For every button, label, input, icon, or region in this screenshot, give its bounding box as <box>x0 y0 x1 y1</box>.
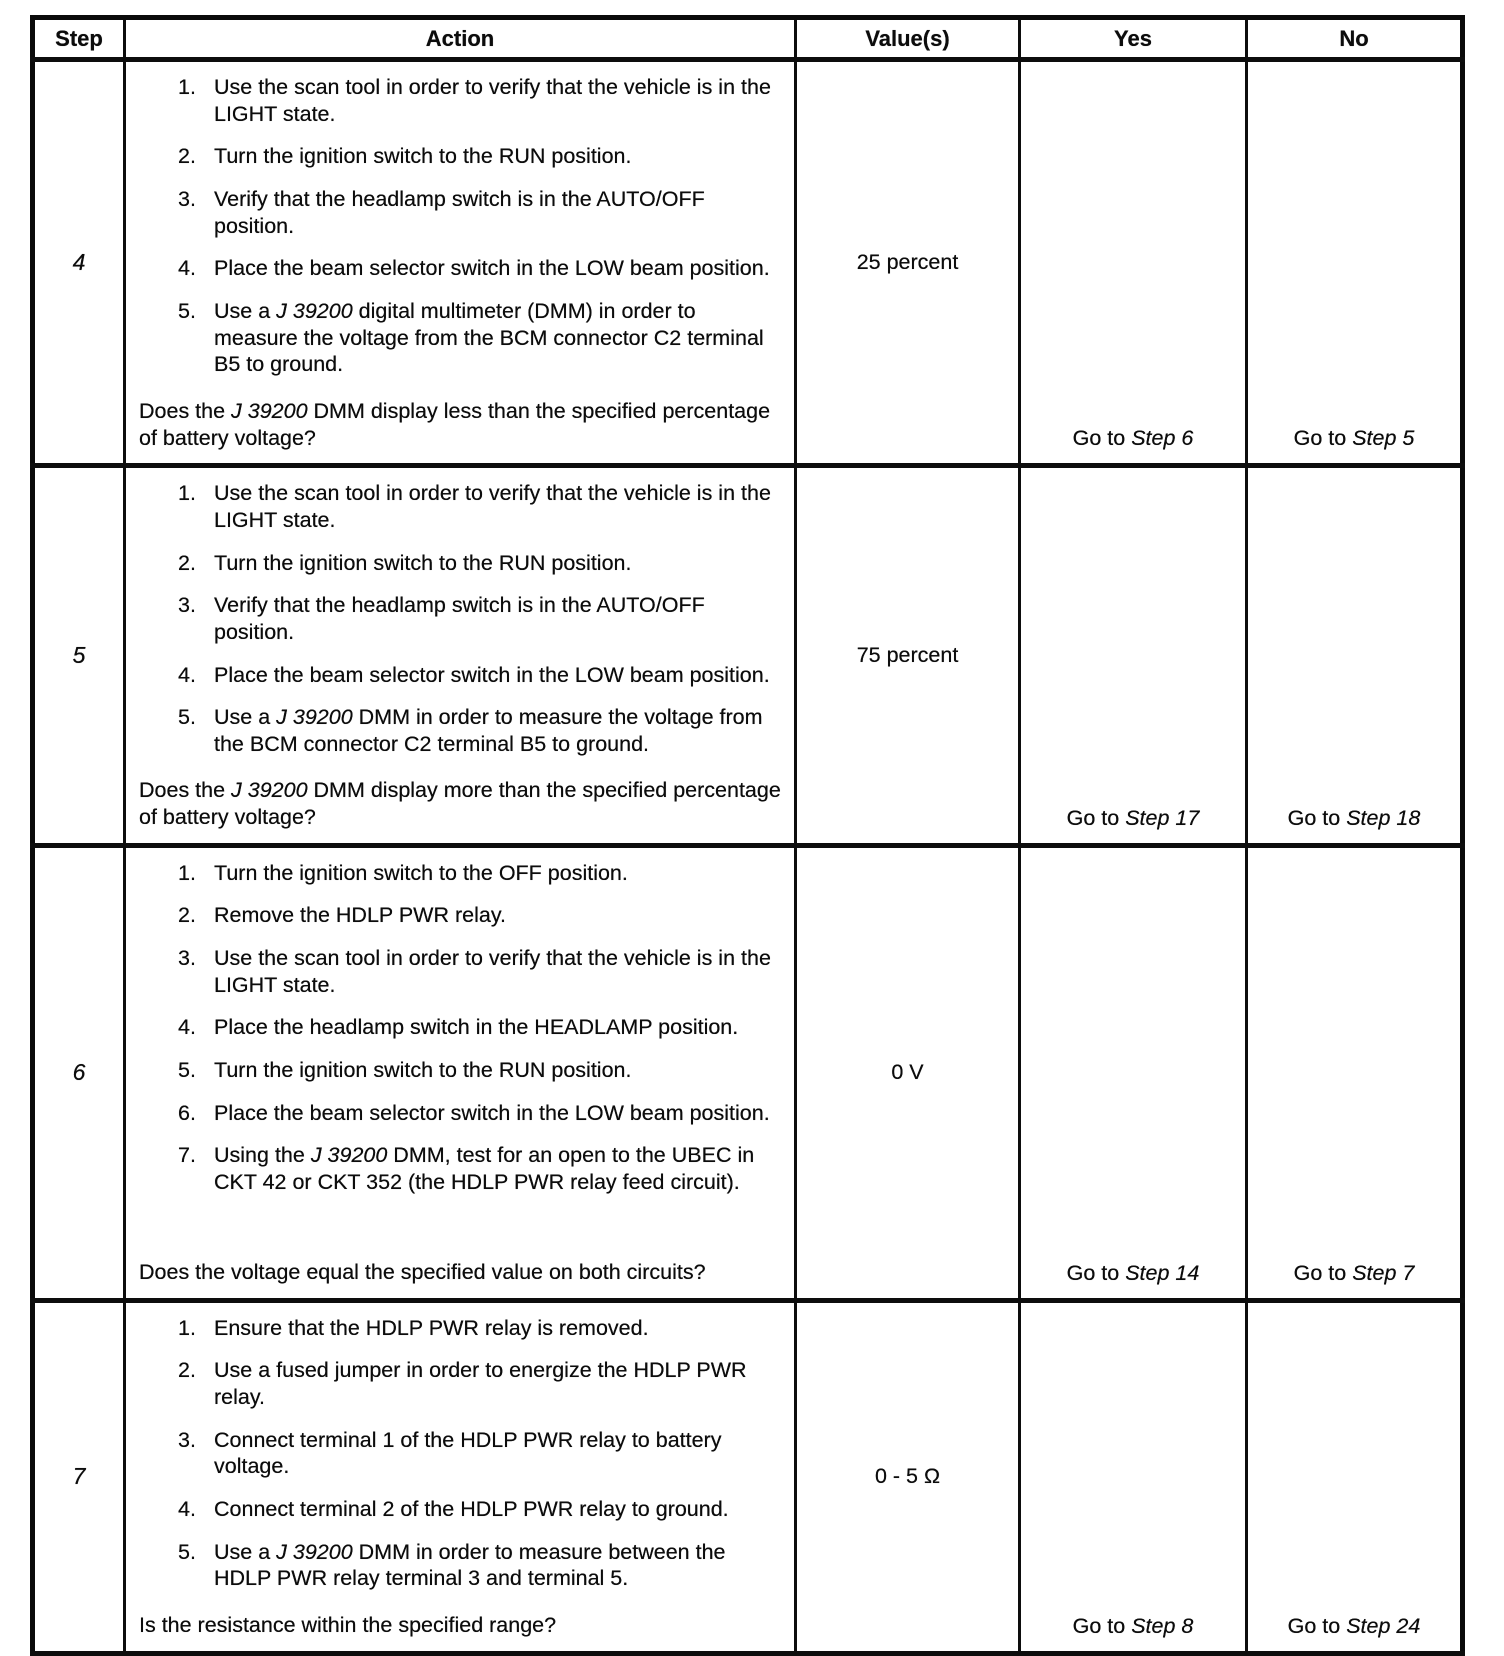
item-number: 3. <box>178 186 196 211</box>
text-segment: Place the beam selector switch in the LOW beam position. <box>214 662 770 687</box>
yes-goto-cell <box>1020 466 1247 846</box>
item-text <box>214 1315 784 1342</box>
action-item <box>178 480 784 533</box>
text-segment: Use a <box>214 705 277 730</box>
header-step: Step <box>33 18 125 60</box>
item-number: 4. <box>178 256 196 281</box>
action-list <box>139 1307 784 1639</box>
no-goto-cell <box>1247 60 1463 466</box>
text-segment: DMM display more than the specified percentage of battery voltage? <box>139 778 781 830</box>
action-item <box>178 1142 784 1195</box>
header-yes: Yes <box>1020 18 1247 60</box>
text-segment: Using the <box>214 1143 311 1168</box>
text-segment: Use a fused jumper in order to energize the HDLP PWR relay. <box>214 1358 747 1410</box>
item-number: 7. <box>178 1143 196 1168</box>
action-item <box>178 860 784 887</box>
text-segment: Does the voltage equal the specified value on both circuits? <box>139 1260 706 1285</box>
action-item <box>178 255 784 282</box>
item-number: 5. <box>178 705 196 730</box>
header-row <box>33 18 1463 60</box>
item-number: 2. <box>178 550 196 575</box>
item-number: 6. <box>178 1100 196 1125</box>
text-segment: Go to <box>1293 426 1353 451</box>
question-text <box>139 386 784 451</box>
text-segment: Place the beam selector switch in the LOW beam position. <box>214 1100 770 1125</box>
text-segment: Step 17 <box>1125 805 1200 830</box>
item-text <box>214 480 784 533</box>
item-text <box>214 74 784 127</box>
item-text <box>214 902 784 929</box>
value-cell: 25 percent <box>796 60 1020 466</box>
text-segment: DMM in order to measure between the HDLP PWR relay terminal 3 and terminal 5. <box>214 1539 726 1591</box>
action-item <box>178 1315 784 1342</box>
text-segment: Step 8 <box>1131 1613 1194 1638</box>
text-segment: Connect terminal 2 of the HDLP PWR relay to ground. <box>214 1497 729 1522</box>
item-number: 5. <box>178 298 196 323</box>
text-segment: Step 5 <box>1352 426 1415 451</box>
item-text <box>214 186 784 239</box>
text-segment: Go to <box>1066 805 1126 830</box>
text-segment: Step 24 <box>1346 1613 1421 1638</box>
text-segment: J 39200 <box>276 705 353 730</box>
item-text <box>214 255 784 282</box>
item-number: 1. <box>178 860 196 885</box>
text-segment: Turn the ignition switch to the RUN position. <box>214 1058 632 1083</box>
no-goto-cell <box>1247 466 1463 846</box>
header-values: Value(s) <box>796 18 1020 60</box>
item-text <box>214 860 784 887</box>
item-text <box>214 550 784 577</box>
value-cell: 75 percent <box>796 466 1020 846</box>
item-number: 2. <box>178 903 196 928</box>
text-segment: Connect terminal 1 of the HDLP PWR relay to battery voltage. <box>214 1427 722 1479</box>
text-segment: J 39200 <box>310 1143 388 1168</box>
item-number: 2. <box>178 1358 196 1383</box>
action-item <box>178 704 784 757</box>
action-cell <box>125 60 796 466</box>
action-item <box>178 1014 784 1041</box>
item-number: 3. <box>178 593 196 618</box>
text-segment: Place the headlamp switch in the HEADLAMP position. <box>214 1015 739 1040</box>
action-item <box>178 1100 784 1127</box>
value-cell: 0 - 5 Ω <box>796 1300 1020 1653</box>
header-no: No <box>1247 18 1463 60</box>
action-item <box>178 662 784 689</box>
step-number: 5 <box>33 466 125 846</box>
text-segment: Use the scan tool in order to verify that the vehicle is in the LIGHT state. <box>214 481 771 532</box>
item-number: 5. <box>178 1539 196 1564</box>
text-segment: Turn the ignition switch to the RUN position. <box>214 550 632 575</box>
yes-goto-cell <box>1020 845 1247 1300</box>
text-segment: Use a <box>214 298 277 323</box>
text-segment: Turn the ignition switch to the RUN position. <box>214 144 632 169</box>
item-text <box>214 1014 784 1041</box>
table-row <box>33 60 1463 466</box>
item-number: 1. <box>178 75 196 99</box>
diagnostic-table <box>30 15 1465 1656</box>
text-segment: Step 14 <box>1125 1260 1200 1285</box>
text-segment: Go to <box>1293 1260 1353 1285</box>
action-cell <box>125 466 796 846</box>
action-list <box>139 66 784 451</box>
text-segment: digital multimeter (DMM) in order to measure the voltage from the BCM connector C2 terminal B5 to ground. <box>214 298 764 377</box>
item-number: 4. <box>178 1497 196 1522</box>
item-text <box>214 662 784 689</box>
text-segment: Use a <box>214 1539 277 1564</box>
text-segment: Does the <box>139 398 232 423</box>
item-text <box>214 143 784 170</box>
action-item <box>178 186 784 239</box>
text-segment: Step 7 <box>1352 1260 1415 1285</box>
text-segment: Turn the ignition switch to the OFF position. <box>214 860 628 885</box>
value-cell: 0 V <box>796 845 1020 1300</box>
text-segment: Use the scan tool in order to verify that the vehicle is in the LIGHT state. <box>214 946 771 997</box>
action-item <box>178 550 784 577</box>
text-segment: DMM, test for an open to the UBEC in CKT 42 or CKT 352 (the HDLP PWR relay feed circuit). <box>214 1143 755 1195</box>
action-item <box>178 1539 784 1592</box>
question-text <box>139 765 784 830</box>
text-segment: Does the <box>139 778 232 803</box>
question-text <box>139 1600 784 1639</box>
item-text <box>214 1496 784 1523</box>
table-row <box>33 466 1463 846</box>
item-text <box>214 1100 784 1127</box>
text-segment: DMM display less than the specified percentage of battery voltage? <box>139 398 771 450</box>
no-goto-cell <box>1247 845 1463 1300</box>
text-segment: Go to <box>1066 1260 1126 1285</box>
item-number: 3. <box>178 946 196 971</box>
item-number: 3. <box>178 1427 196 1452</box>
action-item <box>178 74 784 127</box>
item-text <box>214 945 784 998</box>
text-segment: Go to <box>1072 1613 1132 1638</box>
yes-goto-cell <box>1020 60 1247 466</box>
text-segment: Ensure that the HDLP PWR relay is removed. <box>214 1315 649 1340</box>
item-number: 1. <box>178 481 196 506</box>
step-number: 6 <box>33 845 125 1300</box>
action-list <box>139 852 784 1286</box>
action-list <box>139 472 784 831</box>
text-segment: Use the scan tool in order to verify that the vehicle is in the LIGHT state. <box>214 75 771 126</box>
item-number: 4. <box>178 1015 196 1040</box>
action-item <box>178 902 784 929</box>
item-text <box>214 1539 784 1592</box>
question-text <box>139 1247 784 1286</box>
action-item <box>178 298 784 378</box>
text-segment: DMM in order to measure the voltage from the BCM connector C2 terminal B5 to ground. <box>214 705 763 756</box>
item-text <box>214 704 784 757</box>
action-item <box>178 1496 784 1523</box>
action-cell <box>125 845 796 1300</box>
action-item <box>178 1057 784 1084</box>
text-segment: Step 6 <box>1131 426 1194 451</box>
item-text <box>214 1427 784 1480</box>
action-cell <box>125 1300 796 1653</box>
action-item <box>178 143 784 170</box>
item-number: 4. <box>178 662 196 687</box>
text-segment: Verify that the headlamp switch is in the AUTO/OFF position. <box>214 593 705 644</box>
item-number: 5. <box>178 1058 196 1083</box>
action-item <box>178 592 784 645</box>
text-segment: Step 18 <box>1346 805 1421 830</box>
item-text <box>214 298 784 378</box>
text-segment: J 39200 <box>276 298 353 323</box>
action-item <box>178 945 784 998</box>
text-segment: J 39200 <box>231 398 308 423</box>
item-text <box>214 1142 784 1195</box>
header-action: Action <box>125 18 796 60</box>
item-number: 1. <box>178 1315 196 1340</box>
text-segment: Go to <box>1072 426 1132 451</box>
text-segment: J 39200 <box>276 1539 353 1564</box>
text-segment: Place the beam selector switch in the LOW beam position. <box>214 256 770 281</box>
item-text <box>214 1357 784 1410</box>
action-item <box>178 1357 784 1410</box>
step-number: 4 <box>33 60 125 466</box>
text-segment: Go to <box>1287 805 1347 830</box>
action-item <box>178 1427 784 1480</box>
text-segment: Verify that the headlamp switch is in the AUTO/OFF position. <box>214 186 705 238</box>
item-text <box>214 592 784 645</box>
step-number: 7 <box>33 1300 125 1653</box>
text-segment: J 39200 <box>231 778 308 803</box>
table-row <box>33 845 1463 1300</box>
yes-goto-cell <box>1020 1300 1247 1653</box>
text-segment: Go to <box>1287 1613 1347 1638</box>
table-row <box>33 1300 1463 1653</box>
item-text <box>214 1057 784 1084</box>
text-segment: Is the resistance within the specified range? <box>139 1613 557 1638</box>
no-goto-cell <box>1247 1300 1463 1653</box>
text-segment: Remove the HDLP PWR relay. <box>214 903 506 928</box>
item-number: 2. <box>178 144 196 169</box>
